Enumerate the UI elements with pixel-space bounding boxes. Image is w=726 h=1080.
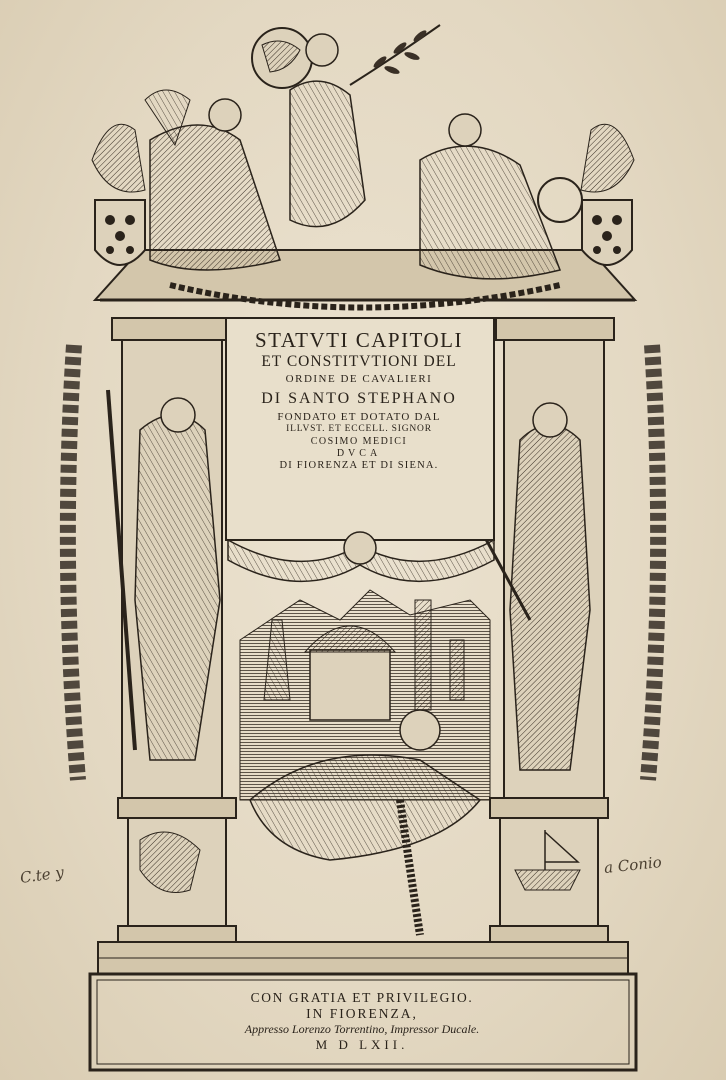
title-line-7: COSIMO MEDICI [310, 436, 408, 448]
handwritten-note-left: C.te y [18, 863, 65, 887]
imprint-line-3: Appresso Lorenzo Torrentino, Impressor Ducale. [244, 1022, 480, 1037]
landscape-scene [240, 590, 490, 935]
title-line-9: DI FIORENZA ET DI SIENA. [279, 460, 439, 472]
right-column-group [470, 318, 658, 800]
imprint-block [112, 990, 612, 1052]
handwritten-note-right: a Conio [603, 853, 663, 877]
turtle-sail-icon [515, 870, 580, 890]
top-allegory-group [92, 25, 635, 308]
title-line-2: ET CONSTITVTIONI DEL [261, 352, 457, 370]
title-line-3: ORDINE DE CAVALIERI [285, 372, 433, 385]
imprint-line-1: CON GRATIA ET PRIVILEGIO. [250, 990, 474, 1005]
title-line-6: ILLVST. ET ECCELL. SIGNOR [286, 424, 432, 435]
title-line-4: DI SANTO STEPHANO [261, 390, 457, 408]
title-line-1: STATVTI CAPITOLI [254, 328, 463, 352]
right-goat-icon [581, 124, 634, 192]
left-column-group [68, 318, 230, 800]
imprint-line-2: IN FIORENZA, [306, 1006, 418, 1022]
title-line-8: DVCA [336, 448, 382, 460]
imprint-line-4: M D LXII. [315, 1036, 409, 1052]
title-cartouche [228, 325, 490, 537]
left-goat-icon [92, 124, 145, 192]
title-line-5: FONDATO ET DOTATO DAL [277, 411, 441, 424]
